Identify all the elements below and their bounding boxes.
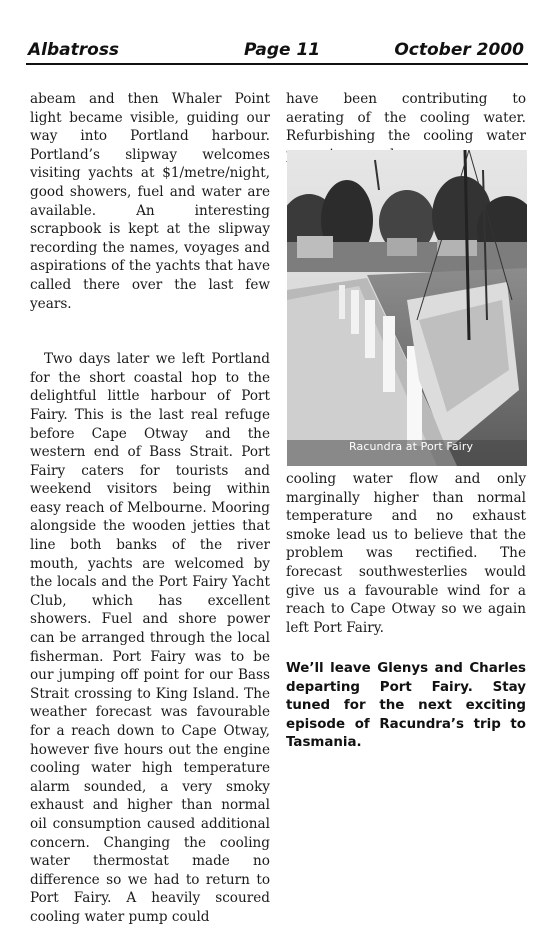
paragraph-continued: have been contributing to aerating of the cooling water. Refurbishing the cooling water: [286, 91, 526, 145]
paragraph-port-fairy: Two days later we left Portland for the short coastal hop to the delightful little harbour of Port Fairy. This is the last real refuge before Cape Otway and the western end of Bass Strait. Port Fairy caters for tourists and weekend visitors being within easy reach of Melbourne. Mooring alongside the wooden jetties that line both banks of the river mouth, yachts are welcomed by the locals and the Port Fairy Yacht Club, which has excellent showers. Fuel and shore power can be arranged through the local fisherman. Port Fairy was to be our jumping off point for our Bass Strait crossing to King Island. The weather forecast was favourable for a reach down to Cape Otway, however five hours out the engine cooling water high temperature alarm sounded, a very smoky exhaust and higher than normal oil consumption caused additional concern. Changing the cooling water thermostat made no difference so we had to return to Port Fairy. A heavily scoured cooling water pump could: [30, 351, 270, 925]
right-column-bottom: [286, 470, 526, 637]
paragraph-portland: abeam and then Whaler Point light became visible, guiding our way into Portland harbour. Portland’s slipway welcomes visiting yachts at $1/metre/night, good showers, fuel and water are available. An interesting scrapbook is kept at the slipway recording the names, voyages and aspirations of the yachts that have called there over the last few years.: [30, 91, 270, 312]
newsletter-title: Albatross: [28, 40, 120, 60]
page-header: [26, 36, 526, 62]
header-rule: [26, 63, 528, 65]
paragraph-rectified: cooling water flow and only marginally higher than normal temperature and no exhaust smoke lead us to believe that the problem was rectified. The forecast southwesterlies would give us a favourable wind for a reach to Cape Otway so we again left Port Fairy.: [286, 471, 526, 636]
next-episode-note: We’ll leave Glenys and Charles departing Port Fairy. Stay tuned for the next exciting episode of Racundra’s trip to Tasmania.: [286, 661, 526, 750]
page-number: Page 11: [244, 40, 321, 60]
photo-image: [287, 150, 527, 466]
issue-date: October 2000: [394, 40, 524, 60]
left-column: [30, 90, 270, 927]
photo-caption: Racundra at Port Fairy: [349, 440, 474, 453]
photo-racundra: [287, 150, 527, 466]
